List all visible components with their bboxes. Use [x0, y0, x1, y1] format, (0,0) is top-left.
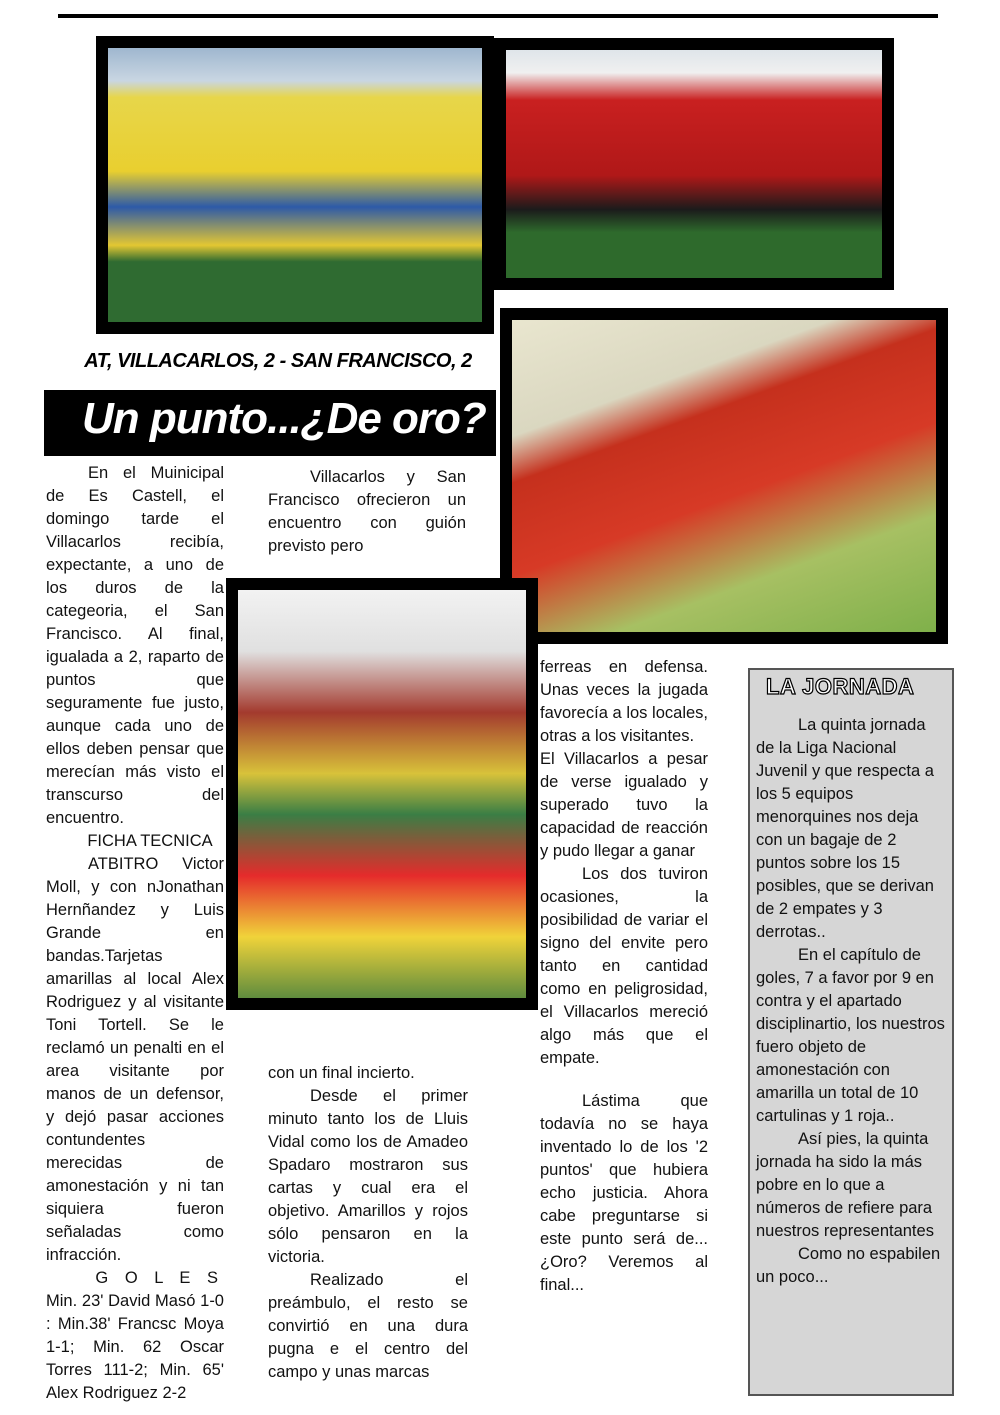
sidebar-paragraph: Como no espabilen un poco... — [756, 1245, 941, 1286]
subheadline: AT, VILLACARLOS, 2 - SAN FRANCISCO, 2 — [84, 350, 472, 372]
paragraph: Los dos tuviron ocasiones, la posibilidad de variar el signo del envite pero tanto en cantidad como en peligrosidad, el Villacarlos mereció algo más que el empate. — [540, 865, 708, 1067]
paragraph: Realizado el preámbulo, el resto se convirtió en una dura pugna e el centro del campo y unas marcas — [268, 1271, 468, 1381]
photo-image — [108, 48, 482, 322]
paragraph: ferreas en defensa. Unas veces la jugada favorecía a los locales, otras a los visitantes. — [540, 658, 708, 745]
sidebar-la-jornada — [748, 668, 954, 1396]
article-column-1 — [46, 462, 224, 1405]
action-photo-2 — [226, 578, 538, 1010]
team-photo-red — [494, 38, 894, 290]
section-label-ficha: FICHA TECNICA — [87, 832, 213, 850]
top-rule — [58, 14, 938, 18]
article-column-3 — [540, 656, 708, 1297]
action-photo-1 — [500, 308, 948, 644]
paragraph: Desde el primer minuto tanto los de Lluis Vidal como los de Amadeo Spadaro mostraron sus cartas y cual era el objetivo. Amarillos y rojos sólo pensaron en la victoria. — [268, 1087, 468, 1266]
paragraph: Villacarlos y San Francisco ofrecieron un encuentro con guión previsto pero — [268, 468, 466, 555]
photo-image — [506, 50, 882, 278]
paragraph: Min. 23' David Masó 1-0 : Min.38' Francsc Moya 1-1; Min. 62 Oscar Torres 111-2; Min. 65' Alex Rodriguez 2-2 — [46, 1292, 224, 1402]
sidebar-title: LA JORNADA — [766, 674, 915, 699]
headline-banner — [44, 390, 496, 456]
team-photo-yellow — [96, 36, 494, 334]
photo-image — [512, 320, 936, 632]
article-column-2-bottom — [268, 1062, 468, 1384]
section-label-goles: G O L E S — [95, 1269, 224, 1287]
sidebar-paragraph: La quinta jornada de la Liga Nacional Juvenil y que respecta a los 5 equipos menorquines nos deja con un bagaje de 2 puntos sobre los 15 posibles, que se derivan de 2 empates y 3 derrotas.. — [756, 716, 934, 941]
sidebar-paragraph: En el capítulo de goles, 7 a favor por 9 en contra y el apartado disciplinartio, los nuestros fuero objeto de amonestación con amarilla un total de 10 cartulinas y 1 roja.. — [756, 946, 945, 1125]
paragraph: El Villacarlos a pesar de verse igualado y superado tuvo la capacidad de reacción y pudo llegar a ganar — [540, 750, 708, 860]
headline: Un punto...¿De oro? — [82, 394, 486, 443]
paragraph: En el Muinicipal de Es Castell, el domingo tarde el Villacarlos recibía, expectante, a uno de los duros de la categeoria, el San Francisco. Al final, igualada a 2, raparto de puntos que seguramente fue justo, aunque cada uno de ellos deben pensar que merecían más visto el transcurso del encuentro. — [46, 464, 224, 827]
paragraph: ATBITRO Victor Moll, y con nJonathan Hernñandez y Luis Grande en bandas.Tarjetas amarillas al local Alex Rodriguez y al visitante Toni Tortell. Se le reclamó un penalti en el area visitante por manos de un defensor, y dejó pasar acciones contundentes merecidas de amonestación y ni tan siquiera fueron señaladas como infracción. — [46, 855, 224, 1264]
paragraph: Lástima que todavía no se haya inventado lo de los '2 puntos' que hubiera echo justicia. Ahora cabe preguntarse si este punto será de... ¿Oro? Veremos al final... — [540, 1092, 708, 1294]
paragraph: con un final incierto. — [268, 1064, 415, 1082]
photo-image — [238, 590, 526, 998]
sidebar-paragraph: Así pies, la quinta jornada ha sido la más pobre en lo que a números de refiere para nuestros representantes — [756, 1130, 934, 1240]
article-column-2-top — [268, 466, 466, 558]
